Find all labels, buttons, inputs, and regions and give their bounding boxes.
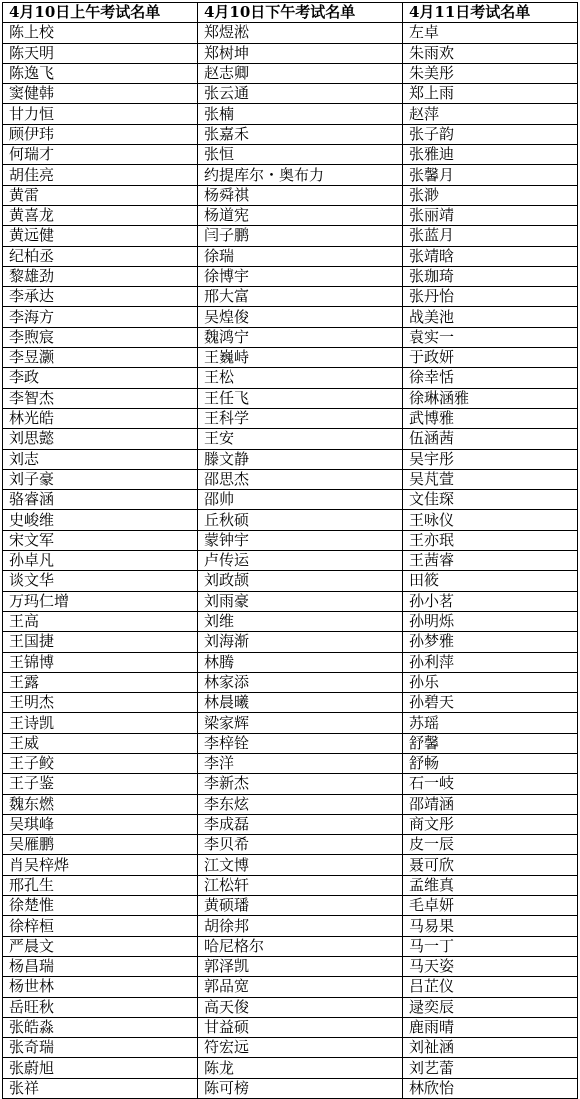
apr10-morning-name: 黄远健 [3, 226, 198, 246]
apr10-morning-name: 陈天明 [3, 43, 198, 63]
apr11-name: 文佳琛 [403, 490, 578, 510]
apr10-afternoon-name: 杨舜祺 [198, 185, 403, 205]
apr11-name: 朱美彤 [403, 63, 578, 83]
apr10-morning-name: 张奇瑞 [3, 1038, 198, 1058]
apr11-name: 王茜睿 [403, 551, 578, 571]
table-row [3, 652, 578, 672]
table-row [3, 449, 578, 469]
apr10-morning-name: 万玛仁增 [3, 591, 198, 611]
apr10-morning-name: 张皓淼 [3, 1017, 198, 1037]
apr10-morning-name: 王高 [3, 611, 198, 631]
apr11-name: 苏瑶 [403, 713, 578, 733]
apr10-afternoon-name: 王安 [198, 429, 403, 449]
apr10-morning-name: 陈逸飞 [3, 63, 198, 83]
apr11-name: 张靖晗 [403, 246, 578, 266]
apr10-morning-name: 岳旺秋 [3, 997, 198, 1017]
apr10-morning-name: 徐梓桓 [3, 916, 198, 936]
apr11-name: 刘艺蕾 [403, 1058, 578, 1078]
table-row [3, 348, 578, 368]
apr10-afternoon-name: 丘秋硕 [198, 510, 403, 530]
apr10-morning-name: 李政 [3, 368, 198, 388]
apr10-morning-name: 顾伊玮 [3, 124, 198, 144]
table-row [3, 124, 578, 144]
apr10-morning-name: 纪柏丞 [3, 246, 198, 266]
table-row [3, 551, 578, 571]
table-row [3, 266, 578, 286]
apr10-afternoon-name: 杨道宪 [198, 205, 403, 225]
apr10-morning-name: 胡佳亮 [3, 165, 198, 185]
apr10-afternoon-name: 蒙钟宇 [198, 530, 403, 550]
apr11-name: 商文彤 [403, 814, 578, 834]
apr10-afternoon-name: 李东炫 [198, 794, 403, 814]
apr10-afternoon-name: 李成磊 [198, 814, 403, 834]
apr10-afternoon-name: 王巍峙 [198, 348, 403, 368]
apr10-morning-name: 王威 [3, 733, 198, 753]
apr10-morning-name: 史峻维 [3, 510, 198, 530]
apr10-afternoon-name: 林家添 [198, 672, 403, 692]
table-row [3, 977, 578, 997]
table-row [3, 713, 578, 733]
table-row [3, 408, 578, 428]
apr10-afternoon-name: 陈可榜 [198, 1078, 403, 1098]
apr10-afternoon-name: 赵志卿 [198, 63, 403, 83]
apr11-name: 孙利萍 [403, 652, 578, 672]
apr10-morning-name: 王锦博 [3, 652, 198, 672]
header-row [3, 3, 578, 23]
table-row [3, 165, 578, 185]
apr10-afternoon-name: 张恒 [198, 145, 403, 165]
apr10-afternoon-name: 卢传运 [198, 551, 403, 571]
table-row [3, 936, 578, 956]
apr10-afternoon-name: 高天俊 [198, 997, 403, 1017]
table-row [3, 1017, 578, 1037]
apr11-name: 朱雨欢 [403, 43, 578, 63]
apr11-name: 孙明烁 [403, 611, 578, 631]
apr11-name: 武博雅 [403, 408, 578, 428]
apr10-morning-name: 王诗凯 [3, 713, 198, 733]
table-row [3, 205, 578, 225]
apr11-name: 伍涵茜 [403, 429, 578, 449]
apr11-name: 张雅迪 [403, 145, 578, 165]
apr10-afternoon-name: 刘海渐 [198, 632, 403, 652]
table-row [3, 672, 578, 692]
apr10-afternoon-name: 甘益硕 [198, 1017, 403, 1037]
apr11-name: 马天姿 [403, 956, 578, 976]
apr11-name: 孙梦雅 [403, 632, 578, 652]
apr11-name: 吴宇彤 [403, 449, 578, 469]
apr11-name: 战美池 [403, 307, 578, 327]
apr11-name: 袁实一 [403, 327, 578, 347]
table-row [3, 429, 578, 449]
apr10-afternoon-name: 张楠 [198, 104, 403, 124]
table-row [3, 287, 578, 307]
apr11-name: 左卓 [403, 23, 578, 43]
apr10-afternoon-name: 符宏远 [198, 1038, 403, 1058]
table-row [3, 632, 578, 652]
table-row [3, 733, 578, 753]
table-row [3, 104, 578, 124]
apr10-afternoon-name: 徐博宇 [198, 266, 403, 286]
apr11-name: 张丹怡 [403, 287, 578, 307]
apr10-afternoon-name: 黄硕璠 [198, 896, 403, 916]
apr10-afternoon-name: 张云通 [198, 84, 403, 104]
table-body [3, 23, 578, 1099]
apr11-name: 王亦珉 [403, 530, 578, 550]
apr10-afternoon-name: 哈尼格尔 [198, 936, 403, 956]
apr10-morning-name: 李煦宸 [3, 327, 198, 347]
apr10-afternoon-name: 李贝希 [198, 835, 403, 855]
apr10-morning-name: 何瑞才 [3, 145, 198, 165]
apr10-morning-name: 黄雷 [3, 185, 198, 205]
apr11-name: 赵萍 [403, 104, 578, 124]
apr10-morning-name: 王子鉴 [3, 774, 198, 794]
apr10-morning-name: 林光皓 [3, 408, 198, 428]
apr10-afternoon-name: 陈龙 [198, 1058, 403, 1078]
apr11-name: 邵靖涵 [403, 794, 578, 814]
apr10-afternoon-name: 郑煜淞 [198, 23, 403, 43]
table-row [3, 1058, 578, 1078]
table-row [3, 530, 578, 550]
apr11-name: 孙乐 [403, 672, 578, 692]
table-row [3, 916, 578, 936]
apr10-morning-name: 刘志 [3, 449, 198, 469]
apr10-morning-name: 刘子豪 [3, 469, 198, 489]
apr11-name: 林欣怡 [403, 1078, 578, 1098]
apr11-name: 郑上雨 [403, 84, 578, 104]
apr10-afternoon-name: 闫子鹏 [198, 226, 403, 246]
apr11-name: 张渺 [403, 185, 578, 205]
table-row [3, 835, 578, 855]
table-row [3, 571, 578, 591]
table-row [3, 63, 578, 83]
apr11-name: 王咏仪 [403, 510, 578, 530]
apr10-morning-name: 窦健韩 [3, 84, 198, 104]
table-row [3, 246, 578, 266]
apr10-afternoon-name: 李洋 [198, 753, 403, 773]
apr11-name: 舒馨 [403, 733, 578, 753]
apr10-afternoon-name: 邵帅 [198, 490, 403, 510]
apr10-morning-name: 张蔚旭 [3, 1058, 198, 1078]
exam-roster-table [2, 2, 578, 1099]
apr11-name: 于政妍 [403, 348, 578, 368]
apr11-name: 刘祉涵 [403, 1038, 578, 1058]
apr11-name: 张丽靖 [403, 205, 578, 225]
apr10-afternoon-name: 梁家辉 [198, 713, 403, 733]
apr10-afternoon-name: 林晨曦 [198, 693, 403, 713]
apr11-name: 张蓝月 [403, 226, 578, 246]
apr10-morning-name: 陈上校 [3, 23, 198, 43]
apr10-afternoon-name: 胡徐邦 [198, 916, 403, 936]
apr11-name: 石一岐 [403, 774, 578, 794]
apr11-name: 鹿雨晴 [403, 1017, 578, 1037]
table-row [3, 1078, 578, 1098]
apr11-name: 马易果 [403, 916, 578, 936]
apr11-name: 逯奕辰 [403, 997, 578, 1017]
apr10-morning-name: 王明杰 [3, 693, 198, 713]
apr10-morning-name: 严晨文 [3, 936, 198, 956]
apr11-name: 孙碧天 [403, 693, 578, 713]
apr10-afternoon-name: 王任飞 [198, 388, 403, 408]
apr10-morning-name: 李海方 [3, 307, 198, 327]
apr10-morning-name: 李昱灏 [3, 348, 198, 368]
table-row [3, 490, 578, 510]
apr10-afternoon-name: 魏鸿宁 [198, 327, 403, 347]
table-row [3, 611, 578, 631]
apr10-morning-name: 李智杰 [3, 388, 198, 408]
apr10-morning-name: 吴琪峰 [3, 814, 198, 834]
apr11-name: 徐琳涵雅 [403, 388, 578, 408]
apr10-morning-name: 骆睿涵 [3, 490, 198, 510]
apr10-afternoon-name: 刘维 [198, 611, 403, 631]
table-row [3, 185, 578, 205]
apr11-name: 孟维真 [403, 875, 578, 895]
apr10-morning-name: 王国捷 [3, 632, 198, 652]
table-row [3, 956, 578, 976]
apr11-name: 舒畅 [403, 753, 578, 773]
apr10-afternoon-name: 郑树坤 [198, 43, 403, 63]
table-header [3, 3, 578, 23]
apr10-morning-name: 孙卓凡 [3, 551, 198, 571]
apr11-name: 吴芃萱 [403, 469, 578, 489]
table-row [3, 896, 578, 916]
apr10-morning-name: 肖吴梓烨 [3, 855, 198, 875]
apr10-morning-name: 王子鲛 [3, 753, 198, 773]
apr11-name: 徐幸恬 [403, 368, 578, 388]
apr10-morning-name: 张祥 [3, 1078, 198, 1098]
table-row [3, 997, 578, 1017]
apr10-afternoon-name: 王科学 [198, 408, 403, 428]
apr10-morning-name: 甘力恒 [3, 104, 198, 124]
table-row [3, 226, 578, 246]
apr10-morning-name: 刘思懿 [3, 429, 198, 449]
table-row [3, 591, 578, 611]
table-row [3, 814, 578, 834]
table-row [3, 774, 578, 794]
apr11-name: 毛卓妍 [403, 896, 578, 916]
apr10-morning-name: 邢孔生 [3, 875, 198, 895]
table-row [3, 145, 578, 165]
table-row [3, 875, 578, 895]
apr10-morning-name: 杨昌瑞 [3, 956, 198, 976]
apr10-afternoon-name: 邢大富 [198, 287, 403, 307]
header-apr10-morning: 4月10日上午考试名单 [3, 3, 198, 23]
apr10-afternoon-name: 刘雨豪 [198, 591, 403, 611]
apr10-morning-name: 魏东燃 [3, 794, 198, 814]
table-row [3, 84, 578, 104]
table-row [3, 327, 578, 347]
apr10-afternoon-name: 王松 [198, 368, 403, 388]
apr10-morning-name: 黄喜龙 [3, 205, 198, 225]
apr10-morning-name: 李承达 [3, 287, 198, 307]
table-row [3, 693, 578, 713]
apr10-afternoon-name: 林腾 [198, 652, 403, 672]
apr10-morning-name: 徐楚惟 [3, 896, 198, 916]
apr10-afternoon-name: 江松轩 [198, 875, 403, 895]
apr10-afternoon-name: 邵思杰 [198, 469, 403, 489]
apr10-morning-name: 宋文军 [3, 530, 198, 550]
apr10-morning-name: 王露 [3, 672, 198, 692]
apr10-afternoon-name: 李梓铨 [198, 733, 403, 753]
table-row [3, 794, 578, 814]
table-row [3, 510, 578, 530]
table-row [3, 43, 578, 63]
apr10-morning-name: 吴雁鹏 [3, 835, 198, 855]
apr10-afternoon-name: 滕文静 [198, 449, 403, 469]
apr11-name: 张珈琦 [403, 266, 578, 286]
apr10-morning-name: 黎雄劲 [3, 266, 198, 286]
apr11-name: 张子韵 [403, 124, 578, 144]
apr10-afternoon-name: 约提库尔・奥布力 [198, 165, 403, 185]
apr11-name: 马一丁 [403, 936, 578, 956]
apr11-name: 张馨月 [403, 165, 578, 185]
apr10-afternoon-name: 徐瑞 [198, 246, 403, 266]
apr10-morning-name: 谈文华 [3, 571, 198, 591]
table-row [3, 855, 578, 875]
apr11-name: 吕芷仪 [403, 977, 578, 997]
apr10-afternoon-name: 吴煌俊 [198, 307, 403, 327]
table-row [3, 1038, 578, 1058]
apr11-name: 田筱 [403, 571, 578, 591]
table-row [3, 469, 578, 489]
apr10-morning-name: 杨世林 [3, 977, 198, 997]
table-row [3, 368, 578, 388]
apr10-afternoon-name: 郭泽凯 [198, 956, 403, 976]
table-row [3, 753, 578, 773]
table-row [3, 388, 578, 408]
apr10-afternoon-name: 李新杰 [198, 774, 403, 794]
apr10-afternoon-name: 江文博 [198, 855, 403, 875]
header-apr10-afternoon: 4月10日下午考试名单 [198, 3, 403, 23]
apr10-afternoon-name: 刘政颉 [198, 571, 403, 591]
apr11-name: 聂可欣 [403, 855, 578, 875]
apr11-name: 皮一辰 [403, 835, 578, 855]
table-row [3, 23, 578, 43]
table-row [3, 307, 578, 327]
header-apr11: 4月11日考试名单 [403, 3, 578, 23]
apr10-afternoon-name: 张嘉禾 [198, 124, 403, 144]
apr11-name: 孙小茗 [403, 591, 578, 611]
apr10-afternoon-name: 郭品宽 [198, 977, 403, 997]
